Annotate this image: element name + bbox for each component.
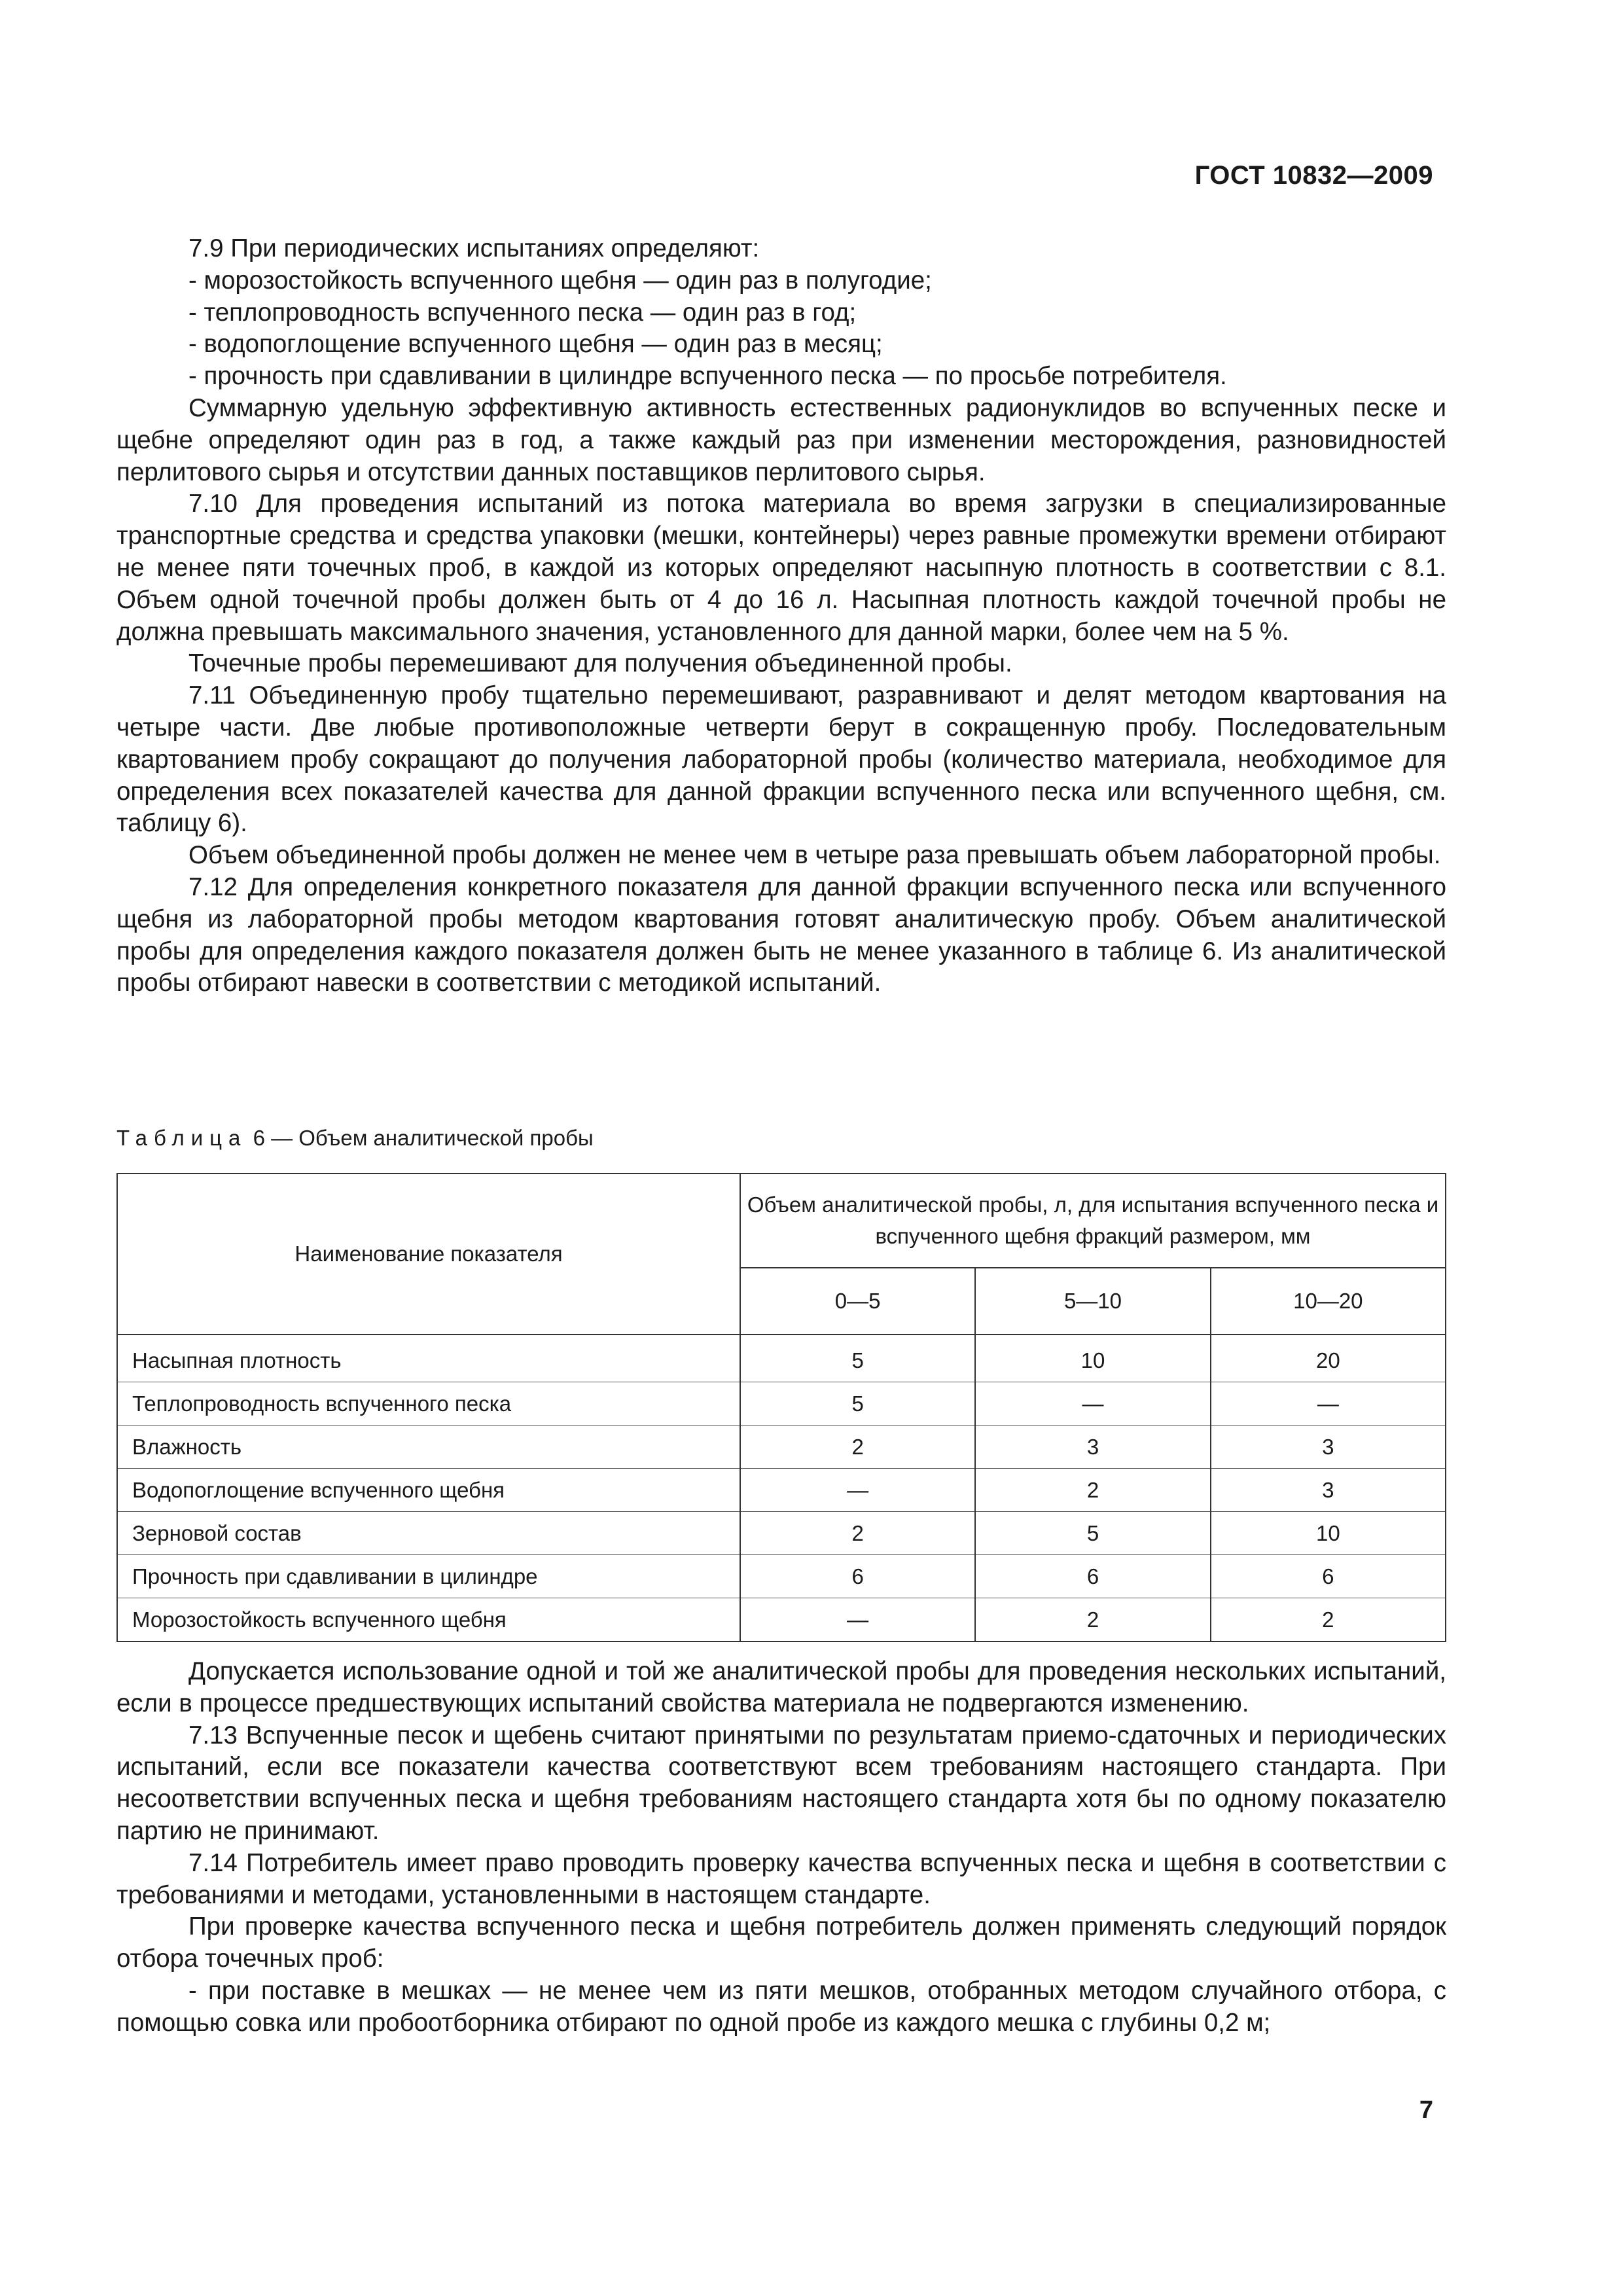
paragraph: При проверке качества вспученного песка и щебня потребитель должен применять следующий порядок отбора точечных проб: — [116, 1912, 1446, 1973]
table-cell: 2 — [1211, 1598, 1446, 1642]
paragraph: 7.11 Объединенную пробу тщательно перемешивают, разравнивают и делят методом квартования на четыре части. Две любые противоположные четверти берут в сокращенную пробу. Последовательным квартованием пробу сокращают до получения лабораторной пробы (количество материала, необходимое для определения всех показателей качества для данной фракции вспученного песка или вспученного щебня, см. таблицу 6). — [116, 681, 1446, 838]
list-item: - прочность при сдавливании в цилиндре вспученного песка — по просьбе потребителя. — [188, 362, 1227, 391]
table-cell: 2 — [740, 1426, 975, 1469]
table-row — [117, 1555, 1446, 1598]
row-label: Прочность при сдавливании в цилиндре — [117, 1555, 740, 1598]
paragraph: 7.14 Потребитель имеет право проводить проверку качества вспученных песка и щебня в соответствии с требованиями и методами, установленными в настоящем стандарте. — [116, 1848, 1446, 1909]
table-cell: — — [1211, 1382, 1446, 1426]
table-cell: 6 — [740, 1555, 975, 1598]
table-cell: 5 — [740, 1335, 975, 1382]
page-number: 7 — [1419, 2096, 1433, 2124]
table-cell: 10 — [975, 1335, 1210, 1382]
sample-volume-table — [116, 1173, 1446, 1642]
table-cell: 2 — [740, 1512, 975, 1555]
paragraph: Объем объединенной пробы должен не менее чем в четыре раза превышать объем лабораторной пробы. — [188, 841, 1441, 870]
paragraph: 7.9 При периодических испытаниях определяют: — [188, 234, 760, 262]
col-header-fraction: 0—5 — [740, 1268, 975, 1335]
row-label: Влажность — [117, 1426, 740, 1469]
table-cell: 3 — [975, 1426, 1210, 1469]
table-cell: — — [740, 1598, 975, 1642]
paragraph: 7.12 Для определения конкретного показателя для данной фракции вспученного песка или вспученного щебня из лабораторной пробы методом квартования готовят аналитическую пробу. Объем аналитической пробы для определения каждого показателя должен быть не менее указанного в таблице 6. Из аналитической пробы отбирают навески в соответствии с методикой испытаний. — [116, 872, 1446, 997]
col-header-fraction: 10—20 — [1211, 1268, 1446, 1335]
document-header: ГОСТ 10832—2009 — [1194, 161, 1433, 190]
table-cell: 2 — [975, 1598, 1210, 1642]
row-label: Морозостойкость вспученного щебня — [117, 1598, 740, 1642]
col-header-fraction: 5—10 — [975, 1268, 1210, 1335]
table-cell: 2 — [975, 1469, 1210, 1512]
table-cell: 5 — [975, 1512, 1210, 1555]
table-row — [117, 1598, 1446, 1642]
col-group-header: Объем аналитической пробы, л, для испытания вспученного песка и вспученного щебня фракций размером, мм — [740, 1174, 1446, 1268]
table-caption-word: Таблица — [116, 1126, 247, 1150]
paragraph: Суммарную удельную эффективную активность естественных радионуклидов во вспученных песке и щебне определяют один раз в год, а также каждый раз при изменении месторождения, разновидностей перлитового сырья и отсутствии данных поставщиков перлитового сырья. — [116, 393, 1446, 486]
table-row — [117, 1469, 1446, 1512]
body-text-bottom — [116, 1656, 1446, 2039]
list-item: - теплопроводность вспученного песка — один раз в год; — [188, 298, 857, 327]
body-text-top — [116, 233, 1446, 999]
table-cell: 3 — [1211, 1426, 1446, 1469]
table-caption-title: 6 — Объем аналитической пробы — [253, 1126, 594, 1150]
paragraph: 7.13 Вспученные песок и щебень считают принятыми по результатам приемо-сдаточных и периодических испытаний, если все показатели качества соответствуют всем требованиям настоящего стандарта. При несоответствии вспученных песка и щебня требованиям настоящего стандарта хотя бы по одному показателю партию не принимают. — [116, 1721, 1446, 1845]
paragraph: - при поставке в мешках — не менее чем из пяти мешков, отобранных методом случайного отбора, с помощью совка или пробоотборника отбирают по одной пробе из каждого мешка с глубины 0,2 м; — [116, 1976, 1446, 2037]
row-label: Насыпная плотность — [117, 1335, 740, 1382]
paragraph: 7.10 Для проведения испытаний из потока материала во время загрузки в специализированные транспортные средства и средства упаковки (мешки, контейнеры) через равные промежутки времени отбирают не менее пяти точечных проб, в каждой из которых определяют насыпную плотность в соответствии с 8.1. Объем одной точечной пробы должен быть от 4 до 16 л. Насыпная плотность каждой точечной пробы не должна превышать максимального значения, установленного для данной марки, более чем на 5 %. — [116, 490, 1446, 646]
list-item: - водопоглощение вспученного щебня — один раз в месяц; — [188, 330, 883, 359]
row-label: Теплопроводность вспученного песка — [117, 1382, 740, 1426]
table-cell: 5 — [740, 1382, 975, 1426]
table-row — [117, 1382, 1446, 1426]
table-cell: 6 — [1211, 1555, 1446, 1598]
row-label: Зерновой состав — [117, 1512, 740, 1555]
table-cell: 6 — [975, 1555, 1210, 1598]
col-header-name: Наименование показателя — [117, 1174, 740, 1335]
table-cell: — — [975, 1382, 1210, 1426]
table-cell: 3 — [1211, 1469, 1446, 1512]
table-cell: — — [740, 1469, 975, 1512]
table-row — [117, 1512, 1446, 1555]
table-section — [116, 1126, 1446, 1642]
table-cell: 20 — [1211, 1335, 1446, 1382]
table-caption — [116, 1126, 1446, 1151]
table-row — [117, 1335, 1446, 1382]
list-item: - морозостойкость вспученного щебня — один раз в полугодие; — [188, 266, 932, 295]
table-row — [117, 1426, 1446, 1469]
row-label: Водопоглощение вспученного щебня — [117, 1469, 740, 1512]
paragraph: Допускается использование одной и той же аналитической пробы для проведения нескольких испытаний, если в процессе предшествующих испытаний свойства материала не подвергаются изменению. — [116, 1657, 1446, 1717]
paragraph: Точечные пробы перемешивают для получения объединенной пробы. — [188, 649, 1012, 678]
table-cell: 10 — [1211, 1512, 1446, 1555]
